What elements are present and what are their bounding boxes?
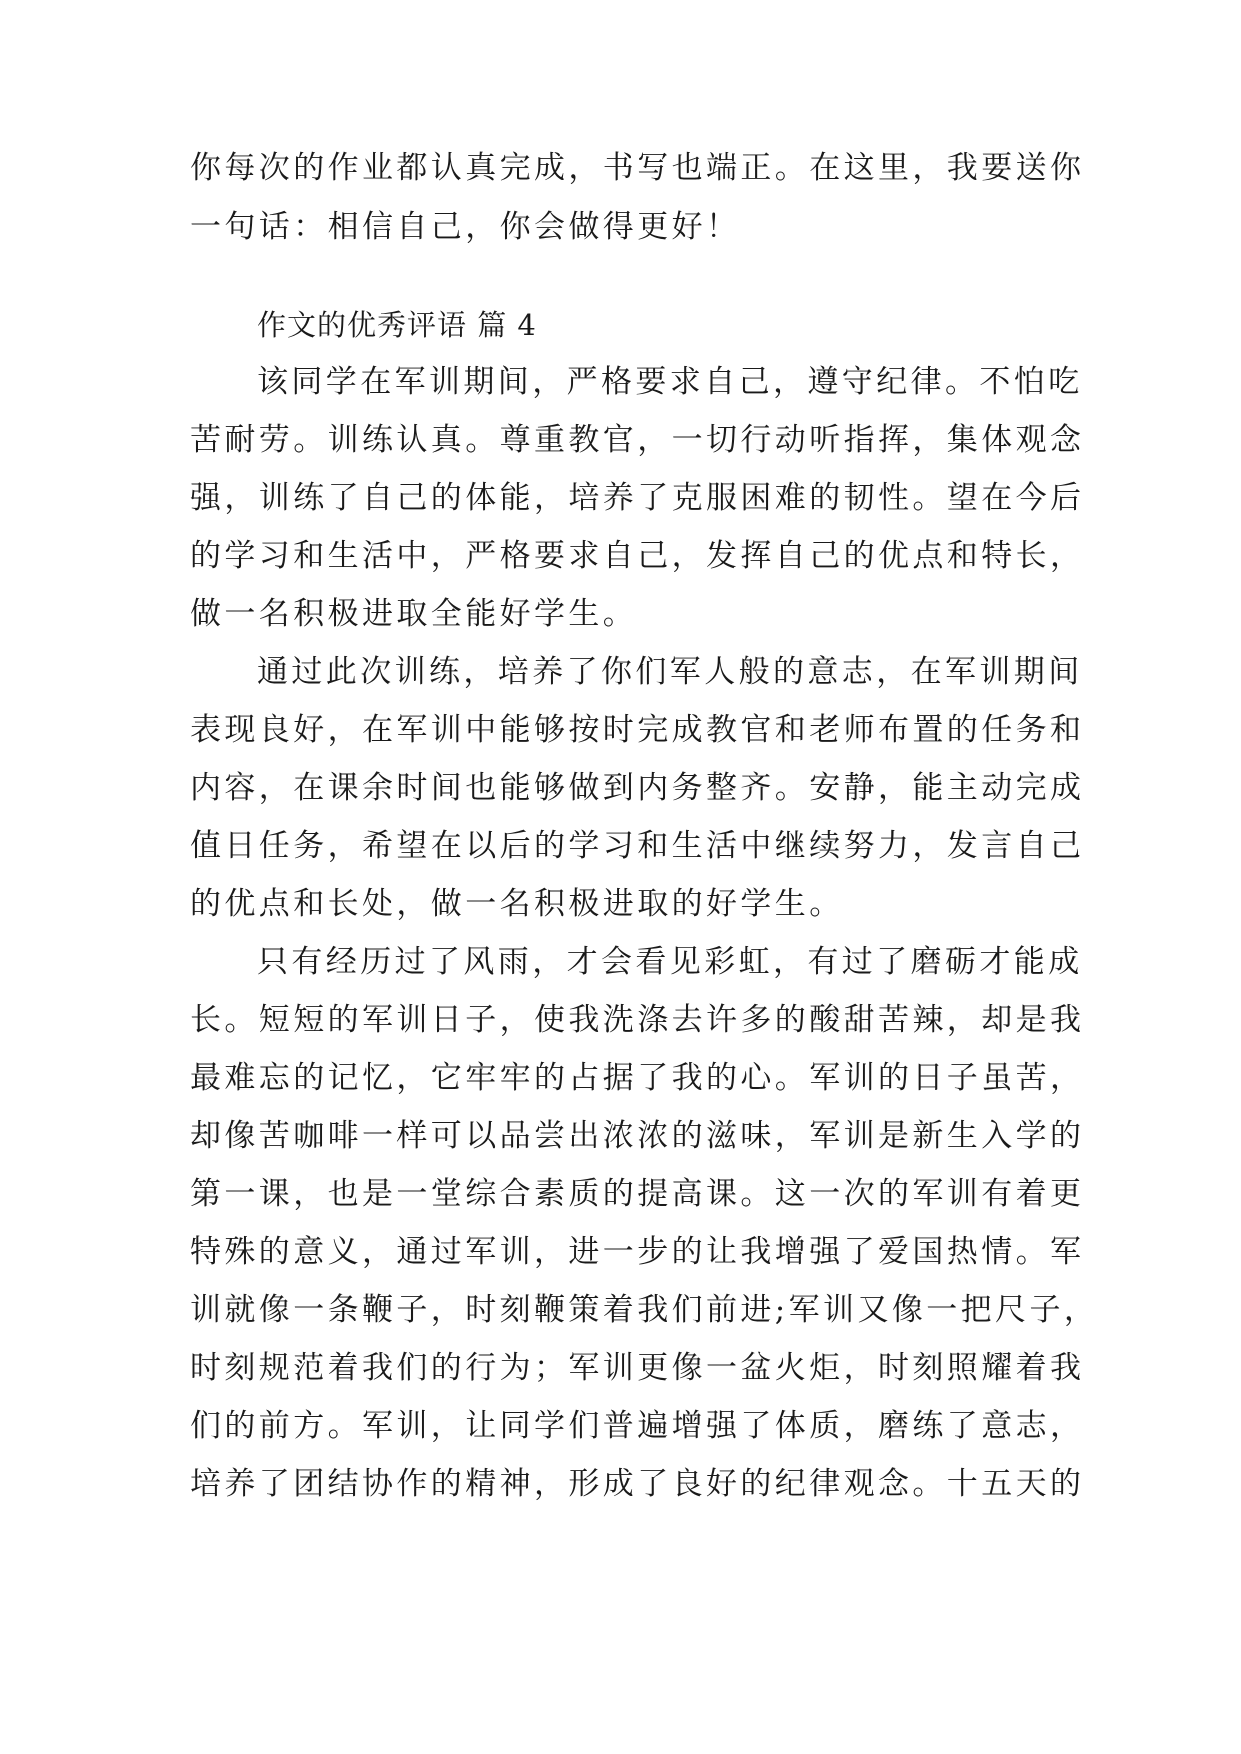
text-line: 却像苦咖啡一样可以品尝出浓浓的滋味，军训是新生入学的 <box>190 1118 1085 1154</box>
text-line: 值日任务，希望在以后的学习和生活中继续努力，发言自己 <box>190 828 1085 864</box>
text-line: 只有经历过了风雨，才会看见彩虹，有过了磨砺才能成 <box>257 944 1083 980</box>
text-line: 一句话：相信自己，你会做得更好！ <box>190 209 741 245</box>
text-line: 最难忘的记忆，它牢牢的占据了我的心。军训的日子虽苦， <box>190 1060 1085 1096</box>
text-line: 做一名积极进取全能好学生。 <box>190 596 638 632</box>
text-line: 们的前方。军训，让同学们普遍增强了体质，磨练了意志， <box>190 1408 1085 1444</box>
text-line: 培养了团结协作的精神，形成了良好的纪律观念。十五天的 <box>190 1466 1085 1502</box>
text-line: 通过此次训练，培养了你们军人般的意志，在军训期间 <box>257 654 1083 690</box>
text-line: 时刻规范着我们的行为；军训更像一盆火炬，时刻照耀着我 <box>190 1350 1085 1386</box>
text-line: 第一课，也是一堂综合素质的提高课。这一次的军训有着更 <box>190 1176 1085 1212</box>
text-line: 强，训练了自己的体能，培养了克服困难的韧性。望在今后 <box>190 480 1085 516</box>
section-heading: 作文的优秀评语 篇 4 <box>257 308 537 342</box>
text-line: 长。短短的军训日子，使我洗涤去许多的酸甜苦辣，却是我 <box>190 1002 1085 1038</box>
text-line: 苦耐劳。训练认真。尊重教官，一切行动听指挥，集体观念 <box>190 422 1085 458</box>
text-line: 训就像一条鞭子，时刻鞭策着我们前进;军训又像一把尺子， <box>190 1292 1099 1328</box>
text-line: 表现良好，在军训中能够按时完成教官和老师布置的任务和 <box>190 712 1085 748</box>
text-line: 该同学在军训期间，严格要求自己，遵守纪律。不怕吃 <box>257 364 1083 400</box>
text-line: 的优点和长处，做一名积极进取的好学生。 <box>190 886 844 922</box>
text-line: 的学习和生活中，严格要求自己，发挥自己的优点和特长， <box>190 538 1085 574</box>
text-line: 内容，在课余时间也能够做到内务整齐。安静，能主动完成 <box>190 770 1085 806</box>
text-line: 你每次的作业都认真完成，书写也端正。在这里，我要送你 <box>190 150 1085 186</box>
text-line: 特殊的意义，通过军训，进一步的让我增强了爱国热情。军 <box>190 1234 1085 1270</box>
